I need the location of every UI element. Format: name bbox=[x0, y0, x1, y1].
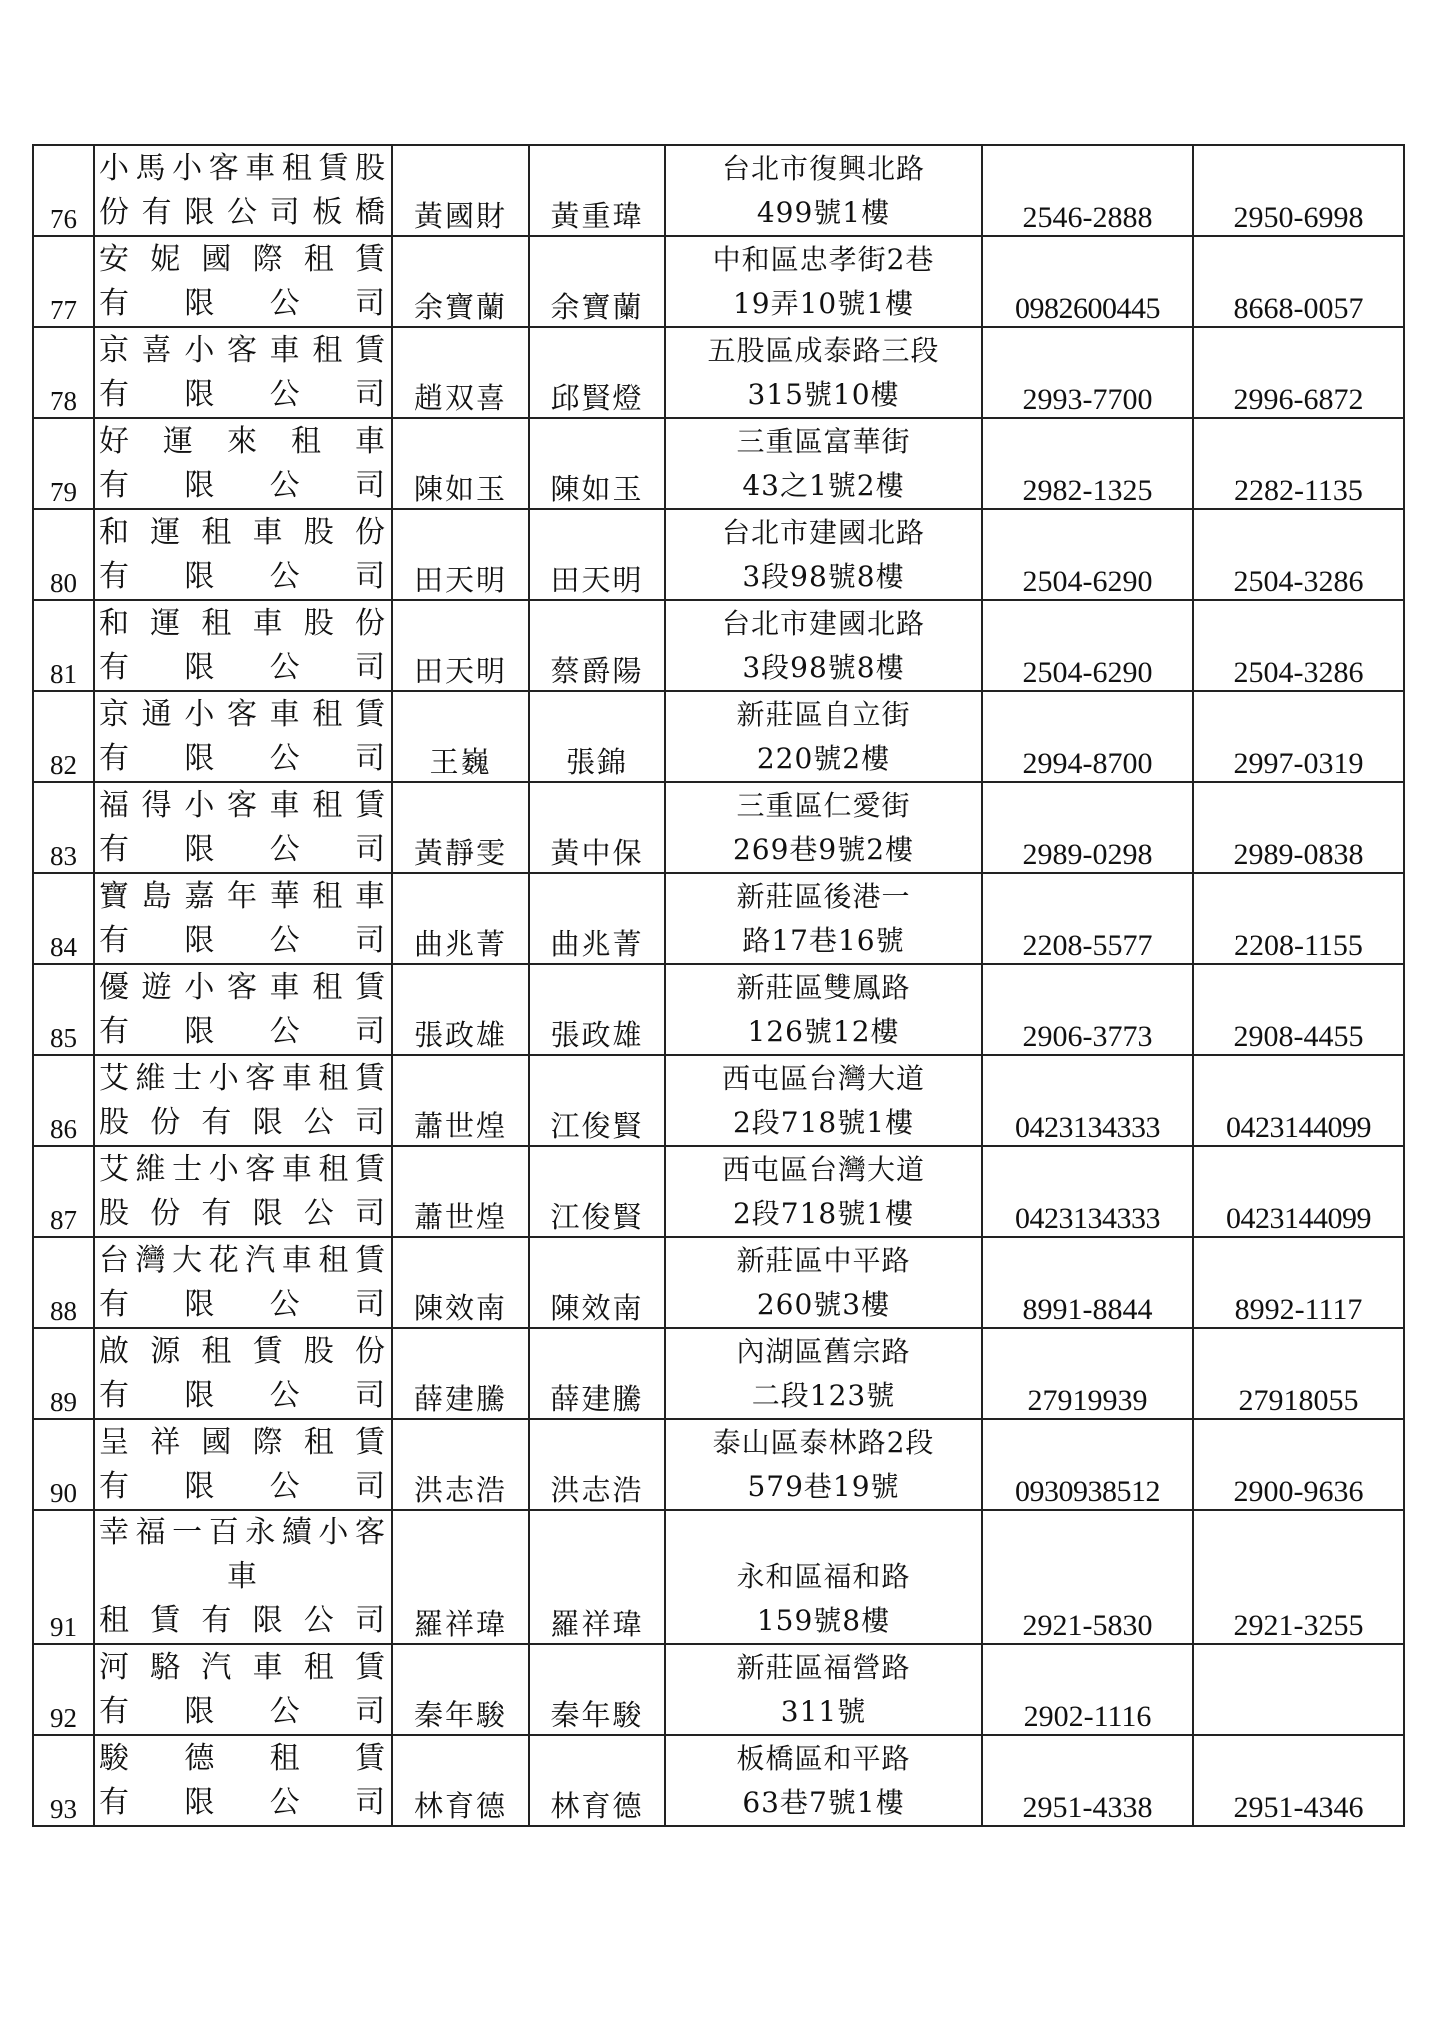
fax-number: 2504-3286 bbox=[1193, 509, 1404, 600]
row-number: 78 bbox=[33, 327, 94, 418]
responsible-person: 羅祥瑋 bbox=[392, 1510, 529, 1644]
fax-number: 8992-1117 bbox=[1193, 1237, 1404, 1328]
company-name bbox=[94, 782, 392, 873]
company-name-line: 有限公司 bbox=[99, 286, 387, 321]
phone-number: 2921-5830 bbox=[982, 1510, 1193, 1644]
address bbox=[665, 691, 982, 782]
address-line: 西屯區台灣大道 bbox=[721, 1062, 925, 1095]
address-line: 台北市建國北路 bbox=[721, 607, 925, 640]
address-line: 2段718號1樓 bbox=[732, 1197, 915, 1230]
phone-number: 0982600445 bbox=[982, 236, 1193, 327]
row-number: 77 bbox=[33, 236, 94, 327]
company-name bbox=[94, 1644, 392, 1735]
table-row bbox=[33, 236, 1404, 327]
address-line: 260號3樓 bbox=[756, 1288, 891, 1321]
address-line: 路17巷16號 bbox=[742, 924, 905, 957]
company-name-line: 安妮國際租賃 bbox=[99, 242, 387, 277]
fax-number: 2951-4346 bbox=[1193, 1735, 1404, 1826]
address-line: 499號1樓 bbox=[756, 196, 891, 229]
address-line: 二段123號 bbox=[751, 1379, 896, 1412]
fax-number: 2900-9636 bbox=[1193, 1419, 1404, 1510]
fax-number: 2282-1135 bbox=[1193, 418, 1404, 509]
table-row bbox=[33, 691, 1404, 782]
responsible-person: 洪志浩 bbox=[392, 1419, 529, 1510]
address bbox=[665, 782, 982, 873]
responsible-person: 薛建騰 bbox=[392, 1328, 529, 1419]
address-line: 中和區忠孝街2巷 bbox=[712, 243, 935, 276]
address bbox=[665, 509, 982, 600]
company-name-line: 艾維士小客車租賃 bbox=[99, 1061, 387, 1096]
company-name bbox=[94, 600, 392, 691]
company-name bbox=[94, 1237, 392, 1328]
row-number: 84 bbox=[33, 873, 94, 964]
rental-company-table bbox=[32, 144, 1405, 1827]
address-line: 西屯區台灣大道 bbox=[721, 1153, 925, 1186]
contact-person: 秦年駿 bbox=[529, 1644, 665, 1735]
row-number: 80 bbox=[33, 509, 94, 600]
address bbox=[665, 1510, 982, 1644]
company-name-line: 有限公司 bbox=[99, 1694, 387, 1729]
company-name-line: 有限公司 bbox=[99, 650, 387, 685]
company-name-line: 小馬小客車租賃股 bbox=[99, 151, 387, 186]
table-row bbox=[33, 418, 1404, 509]
company-name-line: 艾維士小客車租賃 bbox=[99, 1152, 387, 1187]
company-name bbox=[94, 327, 392, 418]
contact-person: 陳如玉 bbox=[529, 418, 665, 509]
table-row bbox=[33, 1644, 1404, 1735]
address-line: 板橋區和平路 bbox=[736, 1742, 911, 1775]
company-name-line: 有限公司 bbox=[99, 1469, 387, 1504]
phone-number: 2982-1325 bbox=[982, 418, 1193, 509]
table-row bbox=[33, 1735, 1404, 1826]
address-line: 新莊區雙鳳路 bbox=[736, 971, 911, 1004]
address bbox=[665, 873, 982, 964]
responsible-person: 趙双喜 bbox=[392, 327, 529, 418]
company-name bbox=[94, 873, 392, 964]
address-line: 2段718號1樓 bbox=[732, 1106, 915, 1139]
company-name bbox=[94, 1735, 392, 1826]
address-line: 三重區仁愛街 bbox=[736, 789, 911, 822]
fax-number: 8668-0057 bbox=[1193, 236, 1404, 327]
company-name bbox=[94, 1146, 392, 1237]
address-line: 43之1號2樓 bbox=[742, 469, 905, 502]
address-line: 220號2樓 bbox=[756, 742, 891, 775]
responsible-person: 黃國財 bbox=[392, 145, 529, 236]
address-line: 五股區成泰路三段 bbox=[707, 334, 940, 367]
responsible-person: 陳如玉 bbox=[392, 418, 529, 509]
phone-number: 2994-8700 bbox=[982, 691, 1193, 782]
contact-person: 羅祥瑋 bbox=[529, 1510, 665, 1644]
row-number: 93 bbox=[33, 1735, 94, 1826]
address bbox=[665, 1735, 982, 1826]
address bbox=[665, 964, 982, 1055]
address bbox=[665, 1055, 982, 1146]
company-name-line: 有限公司 bbox=[99, 923, 387, 958]
contact-person: 張政雄 bbox=[529, 964, 665, 1055]
phone-number: 2902-1116 bbox=[982, 1644, 1193, 1735]
company-name-line: 呈祥國際租賃 bbox=[99, 1425, 387, 1460]
company-name-line: 有限公司 bbox=[99, 1785, 387, 1820]
row-number: 87 bbox=[33, 1146, 94, 1237]
address-line: 內湖區舊宗路 bbox=[736, 1335, 911, 1368]
responsible-person: 黃靜雯 bbox=[392, 782, 529, 873]
contact-person: 薛建騰 bbox=[529, 1328, 665, 1419]
address bbox=[665, 600, 982, 691]
address bbox=[665, 1146, 982, 1237]
row-number: 81 bbox=[33, 600, 94, 691]
company-name-line: 台灣大花汽車租賃 bbox=[99, 1243, 387, 1278]
contact-person: 林育德 bbox=[529, 1735, 665, 1826]
company-name bbox=[94, 1510, 392, 1644]
address-line: 311號 bbox=[780, 1695, 867, 1728]
fax-number: 0423144099 bbox=[1193, 1146, 1404, 1237]
company-name-line: 有限公司 bbox=[99, 377, 387, 412]
company-name-line: 股份有限公司 bbox=[99, 1105, 387, 1140]
contact-person: 陳效南 bbox=[529, 1237, 665, 1328]
company-name-line: 寶島嘉年華租車 bbox=[99, 879, 387, 914]
row-number: 88 bbox=[33, 1237, 94, 1328]
fax-number: 2950-6998 bbox=[1193, 145, 1404, 236]
company-name bbox=[94, 418, 392, 509]
company-name bbox=[94, 509, 392, 600]
table-body bbox=[33, 145, 1404, 1826]
phone-number: 2906-3773 bbox=[982, 964, 1193, 1055]
responsible-person: 林育德 bbox=[392, 1735, 529, 1826]
phone-number: 2993-7700 bbox=[982, 327, 1193, 418]
company-name bbox=[94, 1328, 392, 1419]
address-line: 19弄10號1樓 bbox=[732, 287, 915, 320]
address-line: 台北市建國北路 bbox=[721, 516, 925, 549]
phone-number: 2546-2888 bbox=[982, 145, 1193, 236]
contact-person: 余寶蘭 bbox=[529, 236, 665, 327]
address-line: 新莊區自立街 bbox=[736, 698, 911, 731]
responsible-person: 田天明 bbox=[392, 509, 529, 600]
table-row bbox=[33, 1328, 1404, 1419]
phone-number: 2989-0298 bbox=[982, 782, 1193, 873]
table-row bbox=[33, 145, 1404, 236]
company-name-line: 有限公司 bbox=[99, 1287, 387, 1322]
phone-number: 2504-6290 bbox=[982, 509, 1193, 600]
address bbox=[665, 145, 982, 236]
contact-person: 江俊賢 bbox=[529, 1055, 665, 1146]
address-line: 台北市復興北路 bbox=[721, 152, 925, 185]
row-number: 83 bbox=[33, 782, 94, 873]
fax-number: 2996-6872 bbox=[1193, 327, 1404, 418]
contact-person: 洪志浩 bbox=[529, 1419, 665, 1510]
company-name-line: 租賃有限公司 bbox=[99, 1603, 387, 1638]
responsible-person: 張政雄 bbox=[392, 964, 529, 1055]
row-number: 89 bbox=[33, 1328, 94, 1419]
company-name-line: 啟源租賃股份 bbox=[99, 1334, 387, 1369]
row-number: 79 bbox=[33, 418, 94, 509]
row-number: 82 bbox=[33, 691, 94, 782]
company-name bbox=[94, 236, 392, 327]
company-name bbox=[94, 1055, 392, 1146]
company-name-line: 有限公司 bbox=[99, 1378, 387, 1413]
phone-number: 0423134333 bbox=[982, 1146, 1193, 1237]
table-row bbox=[33, 1237, 1404, 1328]
table-row bbox=[33, 600, 1404, 691]
address-line: 新莊區中平路 bbox=[736, 1244, 911, 1277]
company-name-line: 河駱汽車租賃 bbox=[99, 1650, 387, 1685]
row-number: 91 bbox=[33, 1510, 94, 1644]
responsible-person: 曲兆菁 bbox=[392, 873, 529, 964]
responsible-person: 秦年駿 bbox=[392, 1644, 529, 1735]
contact-person: 張錦 bbox=[529, 691, 665, 782]
address bbox=[665, 418, 982, 509]
fax-number: 2989-0838 bbox=[1193, 782, 1404, 873]
company-name-line: 和運租車股份 bbox=[99, 515, 387, 550]
row-number: 86 bbox=[33, 1055, 94, 1146]
phone-number: 2208-5577 bbox=[982, 873, 1193, 964]
company-name-line: 有限公司 bbox=[99, 741, 387, 776]
contact-person: 黃中保 bbox=[529, 782, 665, 873]
company-name-line: 京通小客車租賃 bbox=[99, 697, 387, 732]
fax-number: 2504-3286 bbox=[1193, 600, 1404, 691]
table-row bbox=[33, 873, 1404, 964]
address-line: 泰山區泰林路2段 bbox=[712, 1426, 935, 1459]
company-name-line: 股份有限公司 bbox=[99, 1196, 387, 1231]
company-name bbox=[94, 691, 392, 782]
responsible-person: 王巍 bbox=[392, 691, 529, 782]
contact-person: 田天明 bbox=[529, 509, 665, 600]
contact-person: 江俊賢 bbox=[529, 1146, 665, 1237]
address-line: 126號12樓 bbox=[747, 1015, 900, 1048]
address-line: 三重區富華街 bbox=[736, 425, 911, 458]
contact-person: 曲兆菁 bbox=[529, 873, 665, 964]
fax-number: 27918055 bbox=[1193, 1328, 1404, 1419]
row-number: 92 bbox=[33, 1644, 94, 1735]
address-line: 269巷9號2樓 bbox=[732, 833, 915, 866]
address-line: 315號10樓 bbox=[747, 378, 900, 411]
fax-number: 0423144099 bbox=[1193, 1055, 1404, 1146]
address bbox=[665, 1237, 982, 1328]
fax-number: 2908-4455 bbox=[1193, 964, 1404, 1055]
address-line: 3段98號8樓 bbox=[742, 651, 905, 684]
table-row bbox=[33, 1146, 1404, 1237]
address-line: 永和區福和路 bbox=[736, 1560, 911, 1593]
address-line: 579巷19號 bbox=[747, 1470, 900, 1503]
row-number: 85 bbox=[33, 964, 94, 1055]
phone-number: 8991-8844 bbox=[982, 1237, 1193, 1328]
address bbox=[665, 1644, 982, 1735]
row-number: 76 bbox=[33, 145, 94, 236]
address bbox=[665, 236, 982, 327]
company-name-line: 和運租車股份 bbox=[99, 606, 387, 641]
contact-person: 蔡爵陽 bbox=[529, 600, 665, 691]
company-name bbox=[94, 1419, 392, 1510]
responsible-person: 田天明 bbox=[392, 600, 529, 691]
table-row bbox=[33, 1510, 1404, 1644]
phone-number: 0423134333 bbox=[982, 1055, 1193, 1146]
company-name-line: 份有限公司板橋 bbox=[99, 195, 387, 230]
phone-number: 2504-6290 bbox=[982, 600, 1193, 691]
table-row bbox=[33, 1419, 1404, 1510]
phone-number: 2951-4338 bbox=[982, 1735, 1193, 1826]
company-name-line: 京喜小客車租賃 bbox=[99, 333, 387, 368]
contact-person: 邱賢燈 bbox=[529, 327, 665, 418]
table-row bbox=[33, 509, 1404, 600]
address-line: 新莊區後港一 bbox=[736, 880, 911, 913]
fax-number bbox=[1193, 1644, 1404, 1735]
row-number: 90 bbox=[33, 1419, 94, 1510]
table-row bbox=[33, 964, 1404, 1055]
address-line: 新莊區福營路 bbox=[736, 1651, 911, 1684]
responsible-person: 蕭世煌 bbox=[392, 1055, 529, 1146]
table-row bbox=[33, 782, 1404, 873]
company-name-line: 優遊小客車租賃 bbox=[99, 970, 387, 1005]
phone-number: 27919939 bbox=[982, 1328, 1193, 1419]
phone-number: 0930938512 bbox=[982, 1419, 1193, 1510]
address bbox=[665, 1419, 982, 1510]
fax-number: 2921-3255 bbox=[1193, 1510, 1404, 1644]
company-name bbox=[94, 964, 392, 1055]
company-name-line: 車 bbox=[227, 1559, 259, 1594]
address bbox=[665, 1328, 982, 1419]
responsible-person: 蕭世煌 bbox=[392, 1146, 529, 1237]
company-name-line: 福得小客車租賃 bbox=[99, 788, 387, 823]
fax-number: 2208-1155 bbox=[1193, 873, 1404, 964]
responsible-person: 余寶蘭 bbox=[392, 236, 529, 327]
company-name-line: 有限公司 bbox=[99, 468, 387, 503]
company-name bbox=[94, 145, 392, 236]
table-row bbox=[33, 1055, 1404, 1146]
address bbox=[665, 327, 982, 418]
address-line: 63巷7號1樓 bbox=[742, 1786, 905, 1819]
contact-person: 黃重瑋 bbox=[529, 145, 665, 236]
company-name-line: 駿德租賃 bbox=[99, 1741, 387, 1776]
address-line: 159號8樓 bbox=[756, 1604, 891, 1637]
table-row bbox=[33, 327, 1404, 418]
fax-number: 2997-0319 bbox=[1193, 691, 1404, 782]
company-name-line: 好運來租車 bbox=[99, 424, 387, 459]
address-line: 3段98號8樓 bbox=[742, 560, 905, 593]
company-name-line: 有限公司 bbox=[99, 559, 387, 594]
company-name-line: 有限公司 bbox=[99, 832, 387, 867]
responsible-person: 陳效南 bbox=[392, 1237, 529, 1328]
company-name-line: 幸福一百永續小客 bbox=[99, 1515, 387, 1550]
company-name-line: 有限公司 bbox=[99, 1014, 387, 1049]
